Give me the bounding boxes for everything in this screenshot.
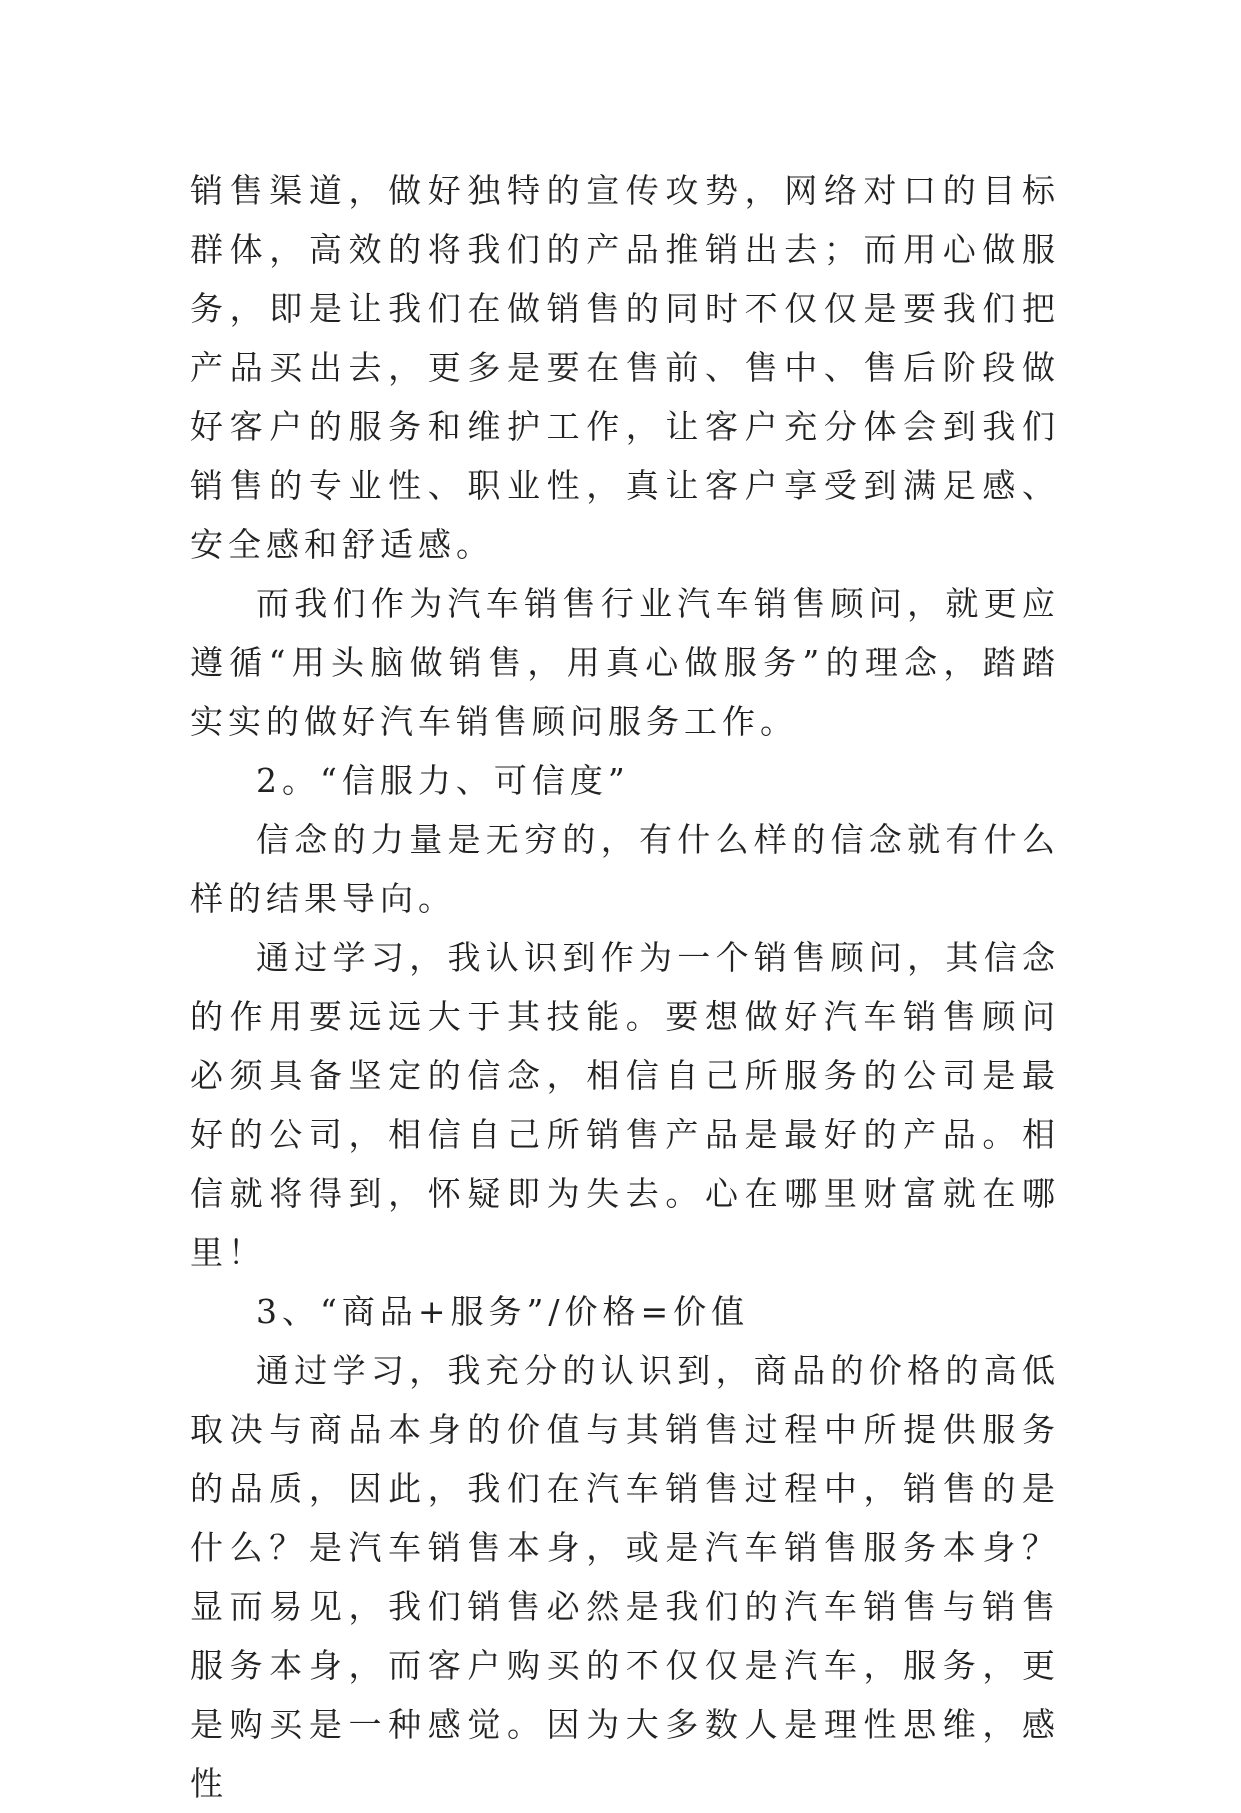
paragraph: 通过学习，我认识到作为一个销售顾问，其信念的作用要远远大于其技能。要想做好汽车销售顾问必须具备坚定的信念，相信自己所服务的公司是最好的公司，相信自己所销售产品是最好的产品。相信就将得到，怀疑即为失去。心在哪里财富就在哪里！ — [190, 938, 1060, 1272]
section-heading: 3、“商品+服务”/价格=价值 — [256, 1292, 750, 1331]
document-body — [190, 161, 1060, 1813]
paragraph: 通过学习，我充分的认识到，商品的价格的高低取决与商品本身的价值与其销售过程中所提供服务的品质，因此，我们在汽车销售过程中，销售的是什么？是汽车销售本身，或是汽车销售服务本身？显而易见，我们销售必然是我们的汽车销售与销售服务本身，而客户购买的不仅仅是汽车，服务，更是购买是一种感觉。因为大多数人是理性思维，感性 — [190, 1351, 1060, 1803]
section-heading: 2。“信服力、可信度” — [256, 761, 630, 800]
paragraph: 而我们作为汽车销售行业汽车销售顾问，就更应遵循“用头脑做销售，用真心做服务”的理念，踏踏实实的做好汽车销售顾问服务工作。 — [190, 584, 1060, 741]
paragraph-continued: 销售渠道，做好独特的宣传攻势，网络对口的目标群体，高效的将我们的产品推销出去；而用心做服务，即是让我们在做销售的同时不仅仅是要我们把产品买出去，更多是要在售前、售中、售后阶段做好客户的服务和维护工作，让客户充分体会到我们销售的专业性、职业性，真让客户享受到满足感、安全感和舒适感。 — [190, 171, 1060, 564]
paragraph: 信念的力量是无穷的，有什么样的信念就有什么样的结果导向。 — [190, 820, 1060, 918]
